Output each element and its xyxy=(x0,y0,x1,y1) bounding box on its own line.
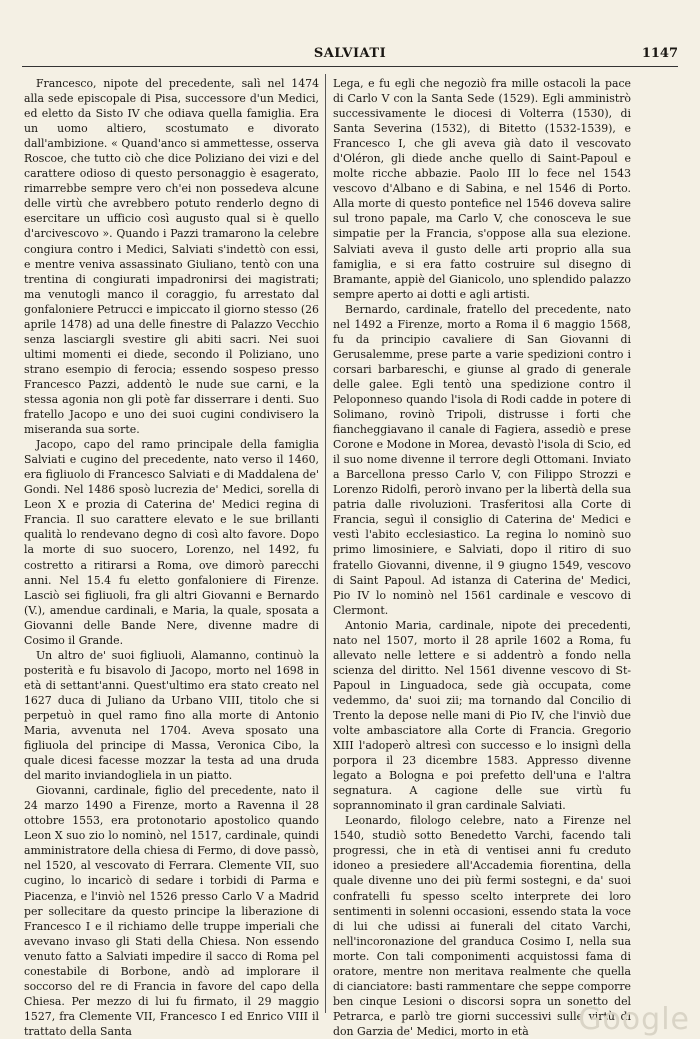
column-divider xyxy=(325,74,326,1013)
entry-giovanni: Giovanni, cardinale, figlio del precedente, nato il 24 marzo 1490 a Firenze, morto a Ravenna il 28 ottobre 1553, era protonotario apostolico quando Leon X suo zio lo nominò, nel 1517, cardinale, quindi amministratore della chiesa di Fermo, di dove passò, nel 1520, al vescovato di Ferrara. Clemente VII, suo cugino, lo incaricò di sedare i torbidi di Parma e Piacenza, e l'inviò nel 1526 presso Carlo V a Madrid per sollecitare da questo principe la liberazione di Francesco I e il richiamo delle truppe imperiali che avevano invaso gli Stati della Chiesa. Non essendo venuto fatto a Salviati impedire il sacco di Roma pel conestabile di Borbone, andò ad implorare il soccorso del re di Francia in favore del capo della Chiesa. Per mezzo di lui fu firmato, il 29 maggio 1527, fra Clemente VII, Francesco I ed Enrico VIII il trattato della Santa xyxy=(24,784,319,1038)
entry-jacopo: Jacopo, capo del ramo principale della famiglia Salviati e cugino del precedente, nato verso il 1460, era figliuolo di Francesco Salviati e di Maddalena de' Gondi. Nel 1486 sposò lucrezia de' Medici, sorella di Leon X e prozia di Caterina de' Medici regina di Francia. Il suo carattere elevato e le sue brillanti qualità lo rendevano degno di così alto favore. Dopo la morte di suo suocero, Lorenzo, nel 1492, fu costretto a ritirarsi a Roma, ove dimorò parecchi anni. Nel 15.4 fu eletto gonfaloniere di Firenze. Lasciò sei figliuoli, fra gli altri Giovanni e Bernardo (V.), amendue cardinali, e Maria, la quale, sposata a Giovanni delle Bande Nere, divenne madre di Cosimo il Grande. xyxy=(24,438,319,647)
entry-alamanno: Un altro de' suoi figliuoli, Alamanno, continuò la posterità e fu bisavolo di Jacopo, morto nel 1698 in età di settant'anni. Quest'ultimo era stato creato nel 1627 duca di Juliano da Urbano VIII, titolo che si perpetuò in quel ramo fino alla morte di Antonio Maria, avvenuta nel 1704. Aveva sposato una figliuola del principe di Massa, Veronica Cibo, la quale dicesi facesse mozzar la testa ad una druda del marito inviandogliela in un piatto. xyxy=(24,648,319,783)
running-head-title: SALVIATI xyxy=(313,46,387,61)
entry-bernardo: Bernardo, cardinale, fratello del precedente, nato nel 1492 a Firenze, morto a Roma il 6 maggio 1568, fu da principio cavaliere di San Giovanni di Gerusalemme, prese parte a varie spedizioni contro i corsari barbareschi, e giunse al grado di generale delle galee. Egli tentò una spedizione contro il Peloponneso quando l'isola di Rodi cadde in potere di Solimano, rovinò Tripoli, distrusse i forti che fiancheggiavano il canale di Fagiera, assediò e prese Corone e Modone in Morea, devastò l'isola di Scio, ed il suo nome divenne il terrore degli Ottomani. Inviato a Barcellona presso Carlo V, con Filippo Strozzi e Lorenzo Ridolfi, perorò invano per la libertà della sua patria dalle rivoluzioni. Trasferitosi alla Corte di Francia, seguì il consiglio di Caterina de' Medici e vestì l'abito ecclesiastico. La regina lo nominò suo primo limosiniere, e Salviati, dopo il ritiro di suo fratello Giovanni, divenne, il 9 giugno 1549, vescovo di Saint Papoul. Ad istanza di Caterina de' Medici, Pio IV lo nominò nel 1561 cardinale e vescovo di Clermont. xyxy=(333,302,631,617)
running-header xyxy=(22,46,678,64)
google-watermark: Google xyxy=(578,1002,690,1037)
left-column xyxy=(24,76,319,1039)
header-rule xyxy=(22,66,678,67)
entry-giovanni-continued: Lega, e fu egli che negoziò fra mille ostacoli la pace di Carlo V con la Santa Sede (1529). Egli amministrò successivamente le diocesi di Volterra (1530), di Santa Severina (1532), di Bitetto (1532-1539), e Francesco I, che gli aveva già dato il vescovato d'Oléron, gli diede anche quello di Saint-Papoul e molte ricche abbazie. Paolo III lo fece nel 1543 vescovo d'Albano e di Sabina, e nel 1546 di Porto. Alla morte di questo pontefice nel 1546 doveva salire sul trono papale, ma Carlo V, che conosceva le sue simpatie per la Francia, s'oppose alla sua elezione. Salviati aveva il gusto delle arti proprio alla sua famiglia, e si era fatto costruire sul disegno di Bramante, appiè del Gianicolo, uno splendido palazzo sempre aperto ai dotti e agli artisti. xyxy=(333,77,631,301)
entry-antonio-maria: Antonio Maria, cardinale, nipote dei precedenti, nato nel 1507, morto il 28 aprile 1602 a Roma, fu allevato nelle lettere e si addentrò a fondo nella scienza del diritto. Nel 1561 divenne vescovo di St-Papoul in Linguadoca, sede già occupata, come vedemmo, da' suoi zii; ma tornando dal Concilio di Trento la depose nelle mani di Pio IV, che l'inviò due volte ambasciatore alla Corte di Francia. Gregorio XIII l'adoperò altresì con successo e lo insignì della porpora il 23 dicembre 1583. Appresso divenne legato a Bologna e poi prefetto dell'una e l'altra segnatura. A cagione delle sue virtù fu soprannominato il gran cardinale Salviati. xyxy=(333,618,631,813)
entry-francesco: Francesco, nipote del precedente, salì nel 1474 alla sede episcopale di Pisa, successore d'un Medici, ed eletto da Sisto IV che odiava quella famiglia. Era un uomo altiero, scostumato e divorato dall'ambizione. « Quand'anco si ammettesse, osserva Roscoe, che tutto ciò che dice Poliziano dei vizi e del carattere odioso di questo personaggio è esagerato, rimarrebbe sempre vero ch'ei non possedeva alcune delle virtù che avrebbero potuto renderlo degno di esercitare un ufficio così augusto qual si è quello d'arcivescovo ». Quando i Pazzi tramarono la celebre congiura contro i Medici, Salviati s'indettò con essi, e mentre veniva assassinato Giuliano, tentò con una trentina di congiurati impadronirsi dei magistrati; ma venutogli manco il coraggio, fu arrestato dal gonfaloniere Petrucci e impiccato il giorno stesso (26 aprile 1478) ad una delle finestre di Palazzo Vecchio senza lasciargli svestire gli abiti sacri. Nei suoi ultimi momenti ei diede, secondo il Poliziano, uno strano esempio di ferocia; essendo sospeso presso Francesco Pazzi, addentò le nude sue carni, e la stessa agonia non gli potè far disserrare i denti. Suo fratello Jacopo e uno dei suoi cugini condivisero la miseranda sua sorte. xyxy=(24,77,319,437)
page-number: 1147 xyxy=(641,46,678,61)
entry-leonardo: Leonardo, filologo celebre, nato a Firenze nel 1540, studiò sotto Benedetto Varchi, facendo tali progressi, che in età di ventisei anni fu creduto idoneo a presiedere all'Accademia fiorentina, della quale divenne uno dei più fermi sostegni, e da' suoi confratelli fu spesso scelto interprete dei loro sentimenti in solenni occasioni, essendo stata la voce di lui che udissi ai funerali del citato Varchi, nell'incoronazione del granduca Cosimo I, nella sua morte. Con tali componimenti acquistossi fama di oratore, mentre non meritava realmente che quella di cianciatore: basti rammentare che seppe comporre ben cinque Lesioni o discorsi sopra un sonetto del Petrarca, e parlò tre giorni successivi sulle virtù di don Garzia de' Medici, morto in età xyxy=(333,814,631,1038)
right-column xyxy=(333,76,631,1039)
